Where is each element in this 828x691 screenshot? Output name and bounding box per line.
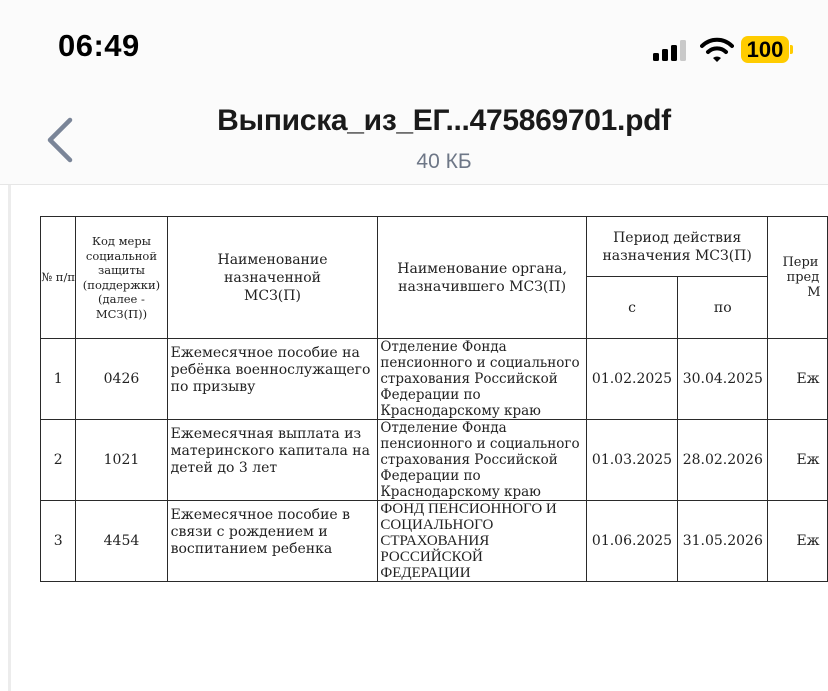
benefits-table (40, 216, 828, 582)
organ-line: Федерации по (380, 387, 481, 403)
header-num-label: № п/п (41, 270, 76, 285)
row-organ (378, 501, 587, 582)
row-code: 0426 (76, 339, 167, 420)
status-time: 06:49 (58, 28, 140, 63)
cellular-signal-icon (653, 40, 687, 61)
row-name: Ежемесячное пособие на ребёнка военнослужащего по призыву (167, 339, 378, 420)
header-num (41, 217, 76, 339)
row-name: Ежемесячная выплата из материнского капитала на детей до 3 лет (167, 420, 378, 501)
wifi-icon (700, 37, 734, 63)
organ-line: Федерации по (380, 468, 481, 484)
battery-indicator: 100 (741, 36, 789, 63)
header-partial: Пери пред М (768, 217, 828, 339)
table-row (41, 420, 828, 501)
header-code (76, 217, 167, 339)
header-name-label: Наименование назначенной МСЗ(П) (217, 251, 328, 304)
header-period-to (678, 277, 768, 339)
row-name: Ежемесячное пособие в связи с рождением и воспитанием ребенка (167, 501, 378, 582)
row-partial: Еж (768, 501, 828, 582)
table-row (41, 501, 828, 582)
row-num: 3 (41, 501, 76, 582)
row-code: 4454 (76, 501, 167, 582)
row-partial: Еж (768, 420, 828, 501)
row-date-from: 01.06.2025 (586, 501, 677, 582)
header-organ-label: Наименование органа, назначившего МСЗ(П) (397, 260, 567, 295)
organ-line: Краснодарскому краю (380, 484, 541, 500)
row-date-to: 30.04.2025 (678, 339, 768, 420)
organ-line: пенсионного и социального (380, 436, 580, 452)
row-date-from: 01.03.2025 (586, 420, 677, 501)
organ-line: страхования Российской (380, 452, 558, 468)
organ-line: Отделение Фонда (380, 420, 507, 436)
row-organ (378, 339, 587, 420)
header-from-label: с (628, 299, 636, 316)
row-num: 2 (41, 420, 76, 501)
row-code: 1021 (76, 420, 167, 501)
organ-line: СОЦИАЛЬНОГО (380, 517, 494, 533)
header-organ (378, 217, 587, 339)
row-organ (378, 420, 587, 501)
row-date-to: 31.05.2026 (678, 501, 768, 582)
header-to-label: по (713, 299, 732, 316)
battery-cap (790, 45, 793, 54)
header-code-label: Код меры социальной защиты (поддержки) (далее - МСЗ(П)) (82, 234, 161, 321)
header-period-from (586, 277, 677, 339)
file-size: 40 КБ (416, 150, 472, 173)
document-title: Выписка_из_ЕГ...475869701.pdf (217, 104, 671, 137)
row-partial: Еж (768, 339, 828, 420)
organ-line: СТРАХОВАНИЯ (380, 533, 490, 549)
row-date-from: 01.02.2025 (586, 339, 677, 420)
organ-line: страхования Российской (380, 371, 558, 387)
organ-line: РОССИЙСКОЙ (380, 549, 483, 565)
row-num: 1 (41, 339, 76, 420)
organ-line: пенсионного и социального (380, 355, 580, 371)
header-period-label: Период действия назначения МСЗ(П) (602, 229, 752, 264)
row-date-to: 28.02.2026 (678, 420, 768, 501)
header-name (167, 217, 378, 339)
header-period (586, 217, 768, 277)
organ-line: Краснодарскому краю (380, 403, 541, 419)
organ-line: Отделение Фонда (380, 339, 507, 355)
table-row (41, 339, 828, 420)
organ-line: ФОНД ПЕНСИОННОГО И (380, 501, 557, 517)
organ-line: ФЕДЕРАЦИИ (380, 565, 471, 581)
